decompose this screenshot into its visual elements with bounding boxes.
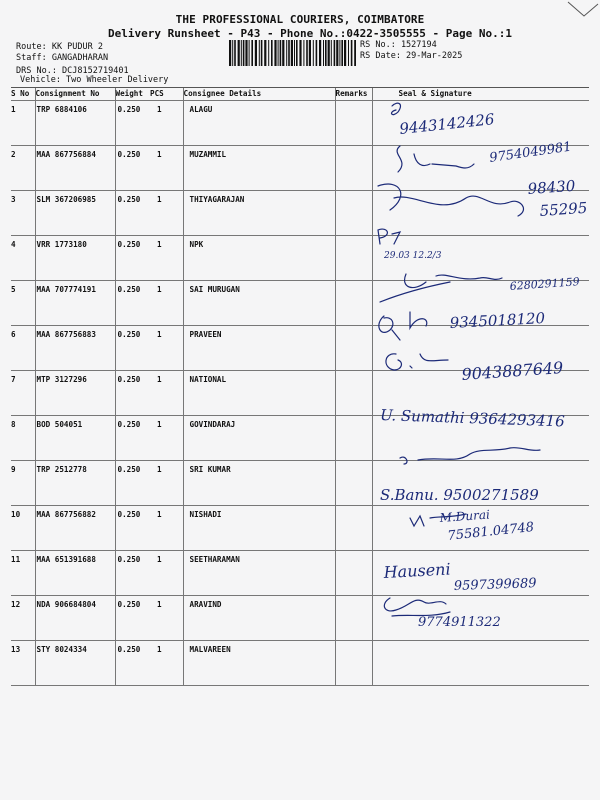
table-row xyxy=(11,101,589,146)
handwritten-phone: 75581.04748 xyxy=(446,519,535,544)
table-row xyxy=(11,281,589,326)
row-consignee: ARAVIND xyxy=(183,596,335,641)
handwritten-signature: U. Sumathi 9364293416 xyxy=(379,406,565,431)
table-row xyxy=(11,371,589,416)
row-signature-cell xyxy=(372,191,589,236)
row-signature-cell xyxy=(372,146,589,191)
handwritten-phone: 9774911322 xyxy=(418,615,501,630)
row-weight: 0.250 xyxy=(115,146,150,191)
row-sno: 6 xyxy=(11,326,35,371)
header-consignee: Consignee Details xyxy=(183,88,335,101)
row-remarks xyxy=(335,101,372,146)
row-signature-cell xyxy=(372,371,589,416)
row-remarks xyxy=(335,506,372,551)
row-weight: 0.250 xyxy=(115,551,150,596)
row-consignee: THIYAGARAJAN xyxy=(183,191,335,236)
row-consignee: SAI MURUGAN xyxy=(183,281,335,326)
company-title: THE PROFESSIONAL COURIERS, COIMBATORE xyxy=(175,13,425,26)
row-consignee: ALAGU xyxy=(183,101,335,146)
row-pcs: 1 xyxy=(150,281,183,326)
handwritten-phone: 9443142426 xyxy=(398,110,496,138)
row-weight: 0.250 xyxy=(115,506,150,551)
row-consignee: GOVINDARAJ xyxy=(183,416,335,461)
row-sno: 2 xyxy=(11,146,35,191)
rs-date: RS Date: 29-Mar-2025 xyxy=(360,51,463,61)
handwritten-phone: 9345018120 xyxy=(449,309,546,332)
row-signature-cell xyxy=(372,281,589,326)
route-label: Route: KK PUDUR 2 xyxy=(16,42,103,52)
row-signature-cell xyxy=(372,551,589,596)
row-remarks xyxy=(335,146,372,191)
row-signature-cell xyxy=(372,326,589,371)
row-remarks xyxy=(335,596,372,641)
row-pcs: 1 xyxy=(150,596,183,641)
row-sno: 4 xyxy=(11,236,35,281)
table-row xyxy=(11,326,589,371)
row-weight: 0.250 xyxy=(115,416,150,461)
row-pcs: 1 xyxy=(150,146,183,191)
handwritten-signature: Hauseni xyxy=(383,559,452,582)
row-consignee: MUZAMMIL xyxy=(183,146,335,191)
row-sno: 11 xyxy=(11,551,35,596)
table-row xyxy=(11,461,589,506)
row-consignment: MAA 867756883 xyxy=(35,326,115,371)
row-pcs: 1 xyxy=(150,326,183,371)
row-consignee: NATIONAL xyxy=(183,371,335,416)
row-signature-cell xyxy=(372,506,589,551)
row-signature-cell xyxy=(372,101,589,146)
runsheet-subtitle: Delivery Runsheet - P43 - Phone No.:0422-3505555 - Page No.:1 xyxy=(108,27,512,40)
row-sno: 7 xyxy=(11,371,35,416)
table-row xyxy=(11,551,589,596)
row-consignee: MALVAREEN xyxy=(183,641,335,686)
row-remarks xyxy=(335,371,372,416)
row-sno: 9 xyxy=(11,461,35,506)
header-consignment: Consignment No xyxy=(35,88,115,101)
row-consignment: TRP 2512778 xyxy=(35,461,115,506)
delivery-table xyxy=(11,87,589,686)
header-sno: S No xyxy=(11,88,35,101)
handwritten-name: M.Durai xyxy=(439,507,491,525)
row-sno: 1 xyxy=(11,101,35,146)
row-consignment: SLM 367206985 xyxy=(35,191,115,236)
row-remarks xyxy=(335,641,372,686)
row-consignee: SEETHARAMAN xyxy=(183,551,335,596)
drs-number: DRS No.: DCJ8152719401 xyxy=(16,66,129,76)
row-pcs: 1 xyxy=(150,551,183,596)
row-weight: 0.250 xyxy=(115,461,150,506)
row-pcs: 1 xyxy=(150,371,183,416)
row-consignment: TRP 6884106 xyxy=(35,101,115,146)
row-pcs: 1 xyxy=(150,506,183,551)
row-consignment: VRR 1773180 xyxy=(35,236,115,281)
barcode-icon xyxy=(229,40,356,66)
row-weight: 0.250 xyxy=(115,596,150,641)
handwritten-number: 98430 xyxy=(527,176,576,198)
handwritten-phone: 6280291159 xyxy=(509,275,581,293)
row-pcs: 1 xyxy=(150,101,183,146)
row-remarks xyxy=(335,461,372,506)
row-signature-cell xyxy=(372,416,589,461)
rs-number: RS No.: 1527194 xyxy=(360,40,437,50)
table-row xyxy=(11,506,589,551)
handwritten-phone: 9597399689 xyxy=(453,576,537,594)
row-remarks xyxy=(335,236,372,281)
header-signature: Seal & Signature xyxy=(372,88,589,101)
row-signature-cell xyxy=(372,236,589,281)
row-signature-cell xyxy=(372,596,589,641)
row-weight: 0.250 xyxy=(115,281,150,326)
handwritten-signature: S.Banu. 9500271589 xyxy=(380,486,539,504)
row-pcs: 1 xyxy=(150,641,183,686)
row-pcs: 1 xyxy=(150,461,183,506)
row-consignment: NDA 906684804 xyxy=(35,596,115,641)
row-consignment: STY 8024334 xyxy=(35,641,115,686)
row-weight: 0.250 xyxy=(115,371,150,416)
row-remarks xyxy=(335,191,372,236)
row-consignment: BOD 504051 xyxy=(35,416,115,461)
table-row xyxy=(11,191,589,236)
row-pcs: 1 xyxy=(150,236,183,281)
vehicle-label: Vehicle: Two Wheeler Delivery xyxy=(20,75,169,85)
row-remarks xyxy=(335,416,372,461)
row-remarks xyxy=(335,281,372,326)
header-remarks: Remarks xyxy=(335,88,372,101)
table-header-row xyxy=(11,88,589,101)
row-sno: 8 xyxy=(11,416,35,461)
row-remarks xyxy=(335,326,372,371)
row-weight: 0.250 xyxy=(115,191,150,236)
row-sno: 10 xyxy=(11,506,35,551)
row-weight: 0.250 xyxy=(115,641,150,686)
handwritten-phone: 9043887649 xyxy=(460,357,564,384)
row-pcs: 1 xyxy=(150,191,183,236)
row-consignment: MAA 651391688 xyxy=(35,551,115,596)
header-weight: Weight xyxy=(115,88,150,101)
handwritten-phone: 9754049981 xyxy=(488,139,573,166)
row-sno: 13 xyxy=(11,641,35,686)
row-consignment: MTP 3127296 xyxy=(35,371,115,416)
handwritten-date: 29.03 12.2/3 xyxy=(384,251,442,261)
row-consignee: NPK xyxy=(183,236,335,281)
row-consignee: NISHADI xyxy=(183,506,335,551)
row-sno: 3 xyxy=(11,191,35,236)
row-sno: 5 xyxy=(11,281,35,326)
table-row xyxy=(11,146,589,191)
row-pcs: 1 xyxy=(150,416,183,461)
row-signature-cell xyxy=(372,461,589,506)
row-weight: 0.250 xyxy=(115,101,150,146)
row-sno: 12 xyxy=(11,596,35,641)
row-consignment: MAA 867756884 xyxy=(35,146,115,191)
row-weight: 0.250 xyxy=(115,236,150,281)
handwritten-number: 55295 xyxy=(539,198,588,220)
table-row xyxy=(11,596,589,641)
row-consignment: MAA 707774191 xyxy=(35,281,115,326)
staff-label: Staff: GANGADHARAN xyxy=(16,53,109,63)
header-pcs: PCS xyxy=(150,88,183,101)
row-signature-cell xyxy=(372,641,589,686)
table-row xyxy=(11,641,589,686)
row-remarks xyxy=(335,551,372,596)
row-consignment: MAA 867756882 xyxy=(35,506,115,551)
row-consignee: SRI KUMAR xyxy=(183,461,335,506)
table-row xyxy=(11,416,589,461)
row-consignee: PRAVEEN xyxy=(183,326,335,371)
table-row xyxy=(11,236,589,281)
row-weight: 0.250 xyxy=(115,326,150,371)
